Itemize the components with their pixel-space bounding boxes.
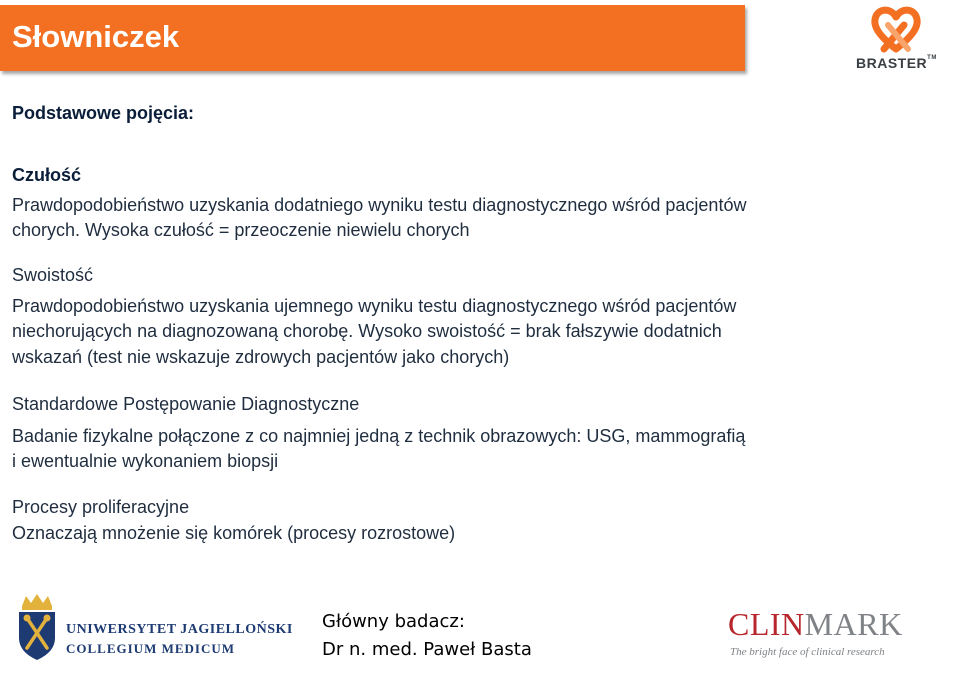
definition-line: Badanie fizykalne połączone z co najmniej jedną z technik obrazowych: USG, mammografią: [12, 426, 746, 446]
braster-logo: [846, 5, 946, 71]
definition-line: niechorujących na diagnozowaną chorobę. Wysoko swoistość = brak fałszywie dodatnich: [12, 321, 722, 341]
term-procesy-proliferacyjne: Procesy proliferacyjne: [12, 497, 190, 517]
uj-logo: [14, 592, 293, 664]
uj-crest-icon: [14, 592, 60, 662]
braster-ribbon-heart-icon: [866, 5, 926, 55]
uj-name: UNIWERSYTET JAGIELLOŃSKI: [66, 622, 293, 637]
definition-line: Prawdopodobieństwo uzyskania dodatniego wyniku testu diagnostycznego wśród pacjentów: [12, 195, 747, 215]
principal-investigator: [322, 608, 532, 664]
term-standardowe-postepowanie: Standardowe Postępowanie Diagnostyczne: [12, 394, 360, 414]
clinmark-wordmark: CLINMARK: [728, 606, 903, 642]
definition-line: i ewentualnie wykonaniem biopsji: [12, 451, 279, 471]
definition-line: Oznaczają mnożenie się komórek (procesy rozrostowe): [12, 523, 456, 543]
clinmark-tagline: The bright face of clinical research: [730, 646, 885, 658]
investigator-name: Dr n. med. Paweł Basta: [322, 639, 532, 660]
definition-line: Prawdopodobieństwo uzyskania ujemnego wyniku testu diagnostycznego wśród pacjentów: [12, 296, 737, 316]
term-czulosc: Czułość: [12, 165, 82, 185]
investigator-label: Główny badacz:: [322, 611, 465, 632]
definition-line: wskazań (test nie wskazuje zdrowych pacjentów jako chorych): [12, 347, 510, 367]
term-swoistosc: Swoistość: [12, 265, 94, 285]
page-title: Słowniczek: [12, 19, 180, 54]
clinmark-logo: [728, 606, 918, 666]
title-bar: [0, 5, 745, 71]
definition-line: chorych. Wysoka czułość = przeoczenie niewielu chorych: [12, 220, 470, 240]
braster-wordmark: BRASTER™: [856, 55, 937, 71]
footer: [0, 580, 960, 691]
intro-heading: Podstawowe pojęcia:: [12, 103, 195, 123]
uj-subtitle: COLLEGIUM MEDICUM: [66, 641, 236, 656]
